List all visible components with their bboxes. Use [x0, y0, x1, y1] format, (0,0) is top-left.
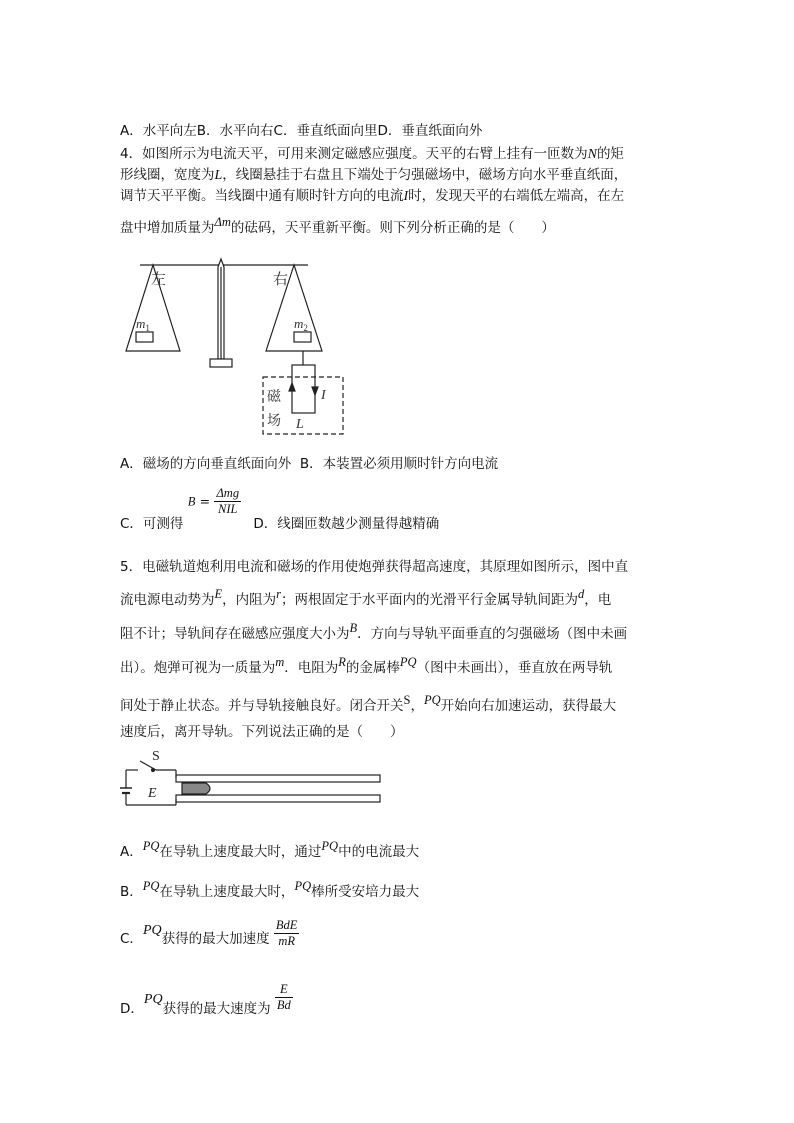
- q3-option-a: A．水平向左: [120, 123, 197, 139]
- q4-stem-line4: 盘中增加质量为Δm的砝码，天平重新平衡。则下列分析正确的是（ ）: [120, 215, 555, 236]
- q3-options: [120, 119, 482, 139]
- var-i: I: [403, 189, 409, 204]
- field-label-1: 磁: [267, 390, 281, 405]
- m1-label: $m_1$: [136, 316, 150, 333]
- q5-stem-line5: 间处于静止状态。并与导轨接触良好。闭合开关S，PQ开始向右加速运动，获得最大: [120, 693, 617, 714]
- q3-option-b: B．水平向右: [196, 123, 274, 139]
- q5-stem-line6: 速度后，离开导轨。下列说法正确的是（ ）: [120, 724, 404, 740]
- width-label: L: [296, 417, 304, 432]
- var-n: N: [587, 147, 597, 162]
- switch-label: S: [152, 749, 160, 764]
- q5-option-c-fraction: $\frac{\text{BdE}}{mR}$: [275, 918, 298, 948]
- q4-option-c-b: B: [187, 494, 196, 509]
- q3-option-d: D．垂直纸面向外: [377, 123, 483, 139]
- var-l: L: [214, 168, 223, 183]
- right-label: 右: [273, 272, 289, 288]
- q5-stem-line1: 5．电磁轨道炮利用电流和磁场的作用使炮弹获得超高速度，其原理如图所示，图中直: [120, 559, 629, 575]
- q5-option-c: C．PQ获得的最大加速度 $\frac{\text{BdE}}{mR}$: [120, 918, 298, 948]
- q4-option-c-fraction: $\frac{\text{Δmg}}{\text{NIL}}$: [216, 486, 240, 516]
- current-balance-figure: [118, 255, 358, 440]
- railgun-figure: [118, 745, 388, 807]
- q4-stem-line2: 形线圈，宽度为L，线圈悬挂于右盘且下端处于匀强磁场中，磁场方向水平垂直纸面，: [120, 167, 628, 183]
- q3-option-c: C．垂直纸面向里: [273, 123, 378, 139]
- q5-stem-line2: 流电源电动势为E，内阻为r；两根固定于水平面内的光滑平行金属导轨间距为d，电: [120, 587, 612, 608]
- var-delta-m: Δm: [214, 215, 231, 229]
- current-label: I: [321, 388, 326, 403]
- q4-stem-line1: 4．如图所示为电流天平，可用来测定磁感应强度。天平的右臂上挂有一匝数为N的矩: [120, 146, 624, 162]
- q4-option-a: A．磁场的方向垂直纸面向外: [120, 456, 292, 472]
- q4-option-d: D．线圈匝数越少测量得越精确: [253, 515, 440, 532]
- q5-stem-line3: 阻不计；导轨间存在磁感应强度大小为B．方向与导轨平面垂直的匀强磁场（图中未画: [120, 621, 628, 642]
- source-label: E: [148, 786, 157, 801]
- q5-stem-line4: 出）。炮弹可视为一质量为m．电阻为R的金属棒PQ（图中未画出），垂直放在两导轨: [120, 655, 613, 676]
- q4-options-ab: [120, 452, 498, 472]
- q4-option-b: B．本装置必须用顺时针方向电流: [299, 456, 499, 472]
- field-label-2: 场: [267, 414, 281, 429]
- q4-stem-line3: 调节天平平衡。当线圈中通有顺时针方向的电流I时，发现天平的右端低左端高，在左: [120, 188, 625, 204]
- left-label: 左: [151, 272, 167, 288]
- q5-option-d: D．PQ获得的最大速度为 $\frac{E}{Bd}$: [120, 982, 291, 1017]
- q5-option-a: A．PQ在导轨上速度最大时，通过PQ中的电流最大: [120, 839, 420, 860]
- q5-option-d-fraction: $\frac{E}{Bd}$: [276, 982, 291, 1012]
- q5-option-b: B．PQ在导轨上速度最大时，PQ棒所受安培力最大: [120, 879, 420, 900]
- q4-options-cd: C．可测得 B = $\frac{\text{Δmg}}{\text{NIL}}$ D．线圈匝数越少测量得越精确: [120, 486, 440, 532]
- m2-label: $m_2$: [294, 316, 308, 333]
- q4-option-c-label: C．可测得: [120, 515, 184, 532]
